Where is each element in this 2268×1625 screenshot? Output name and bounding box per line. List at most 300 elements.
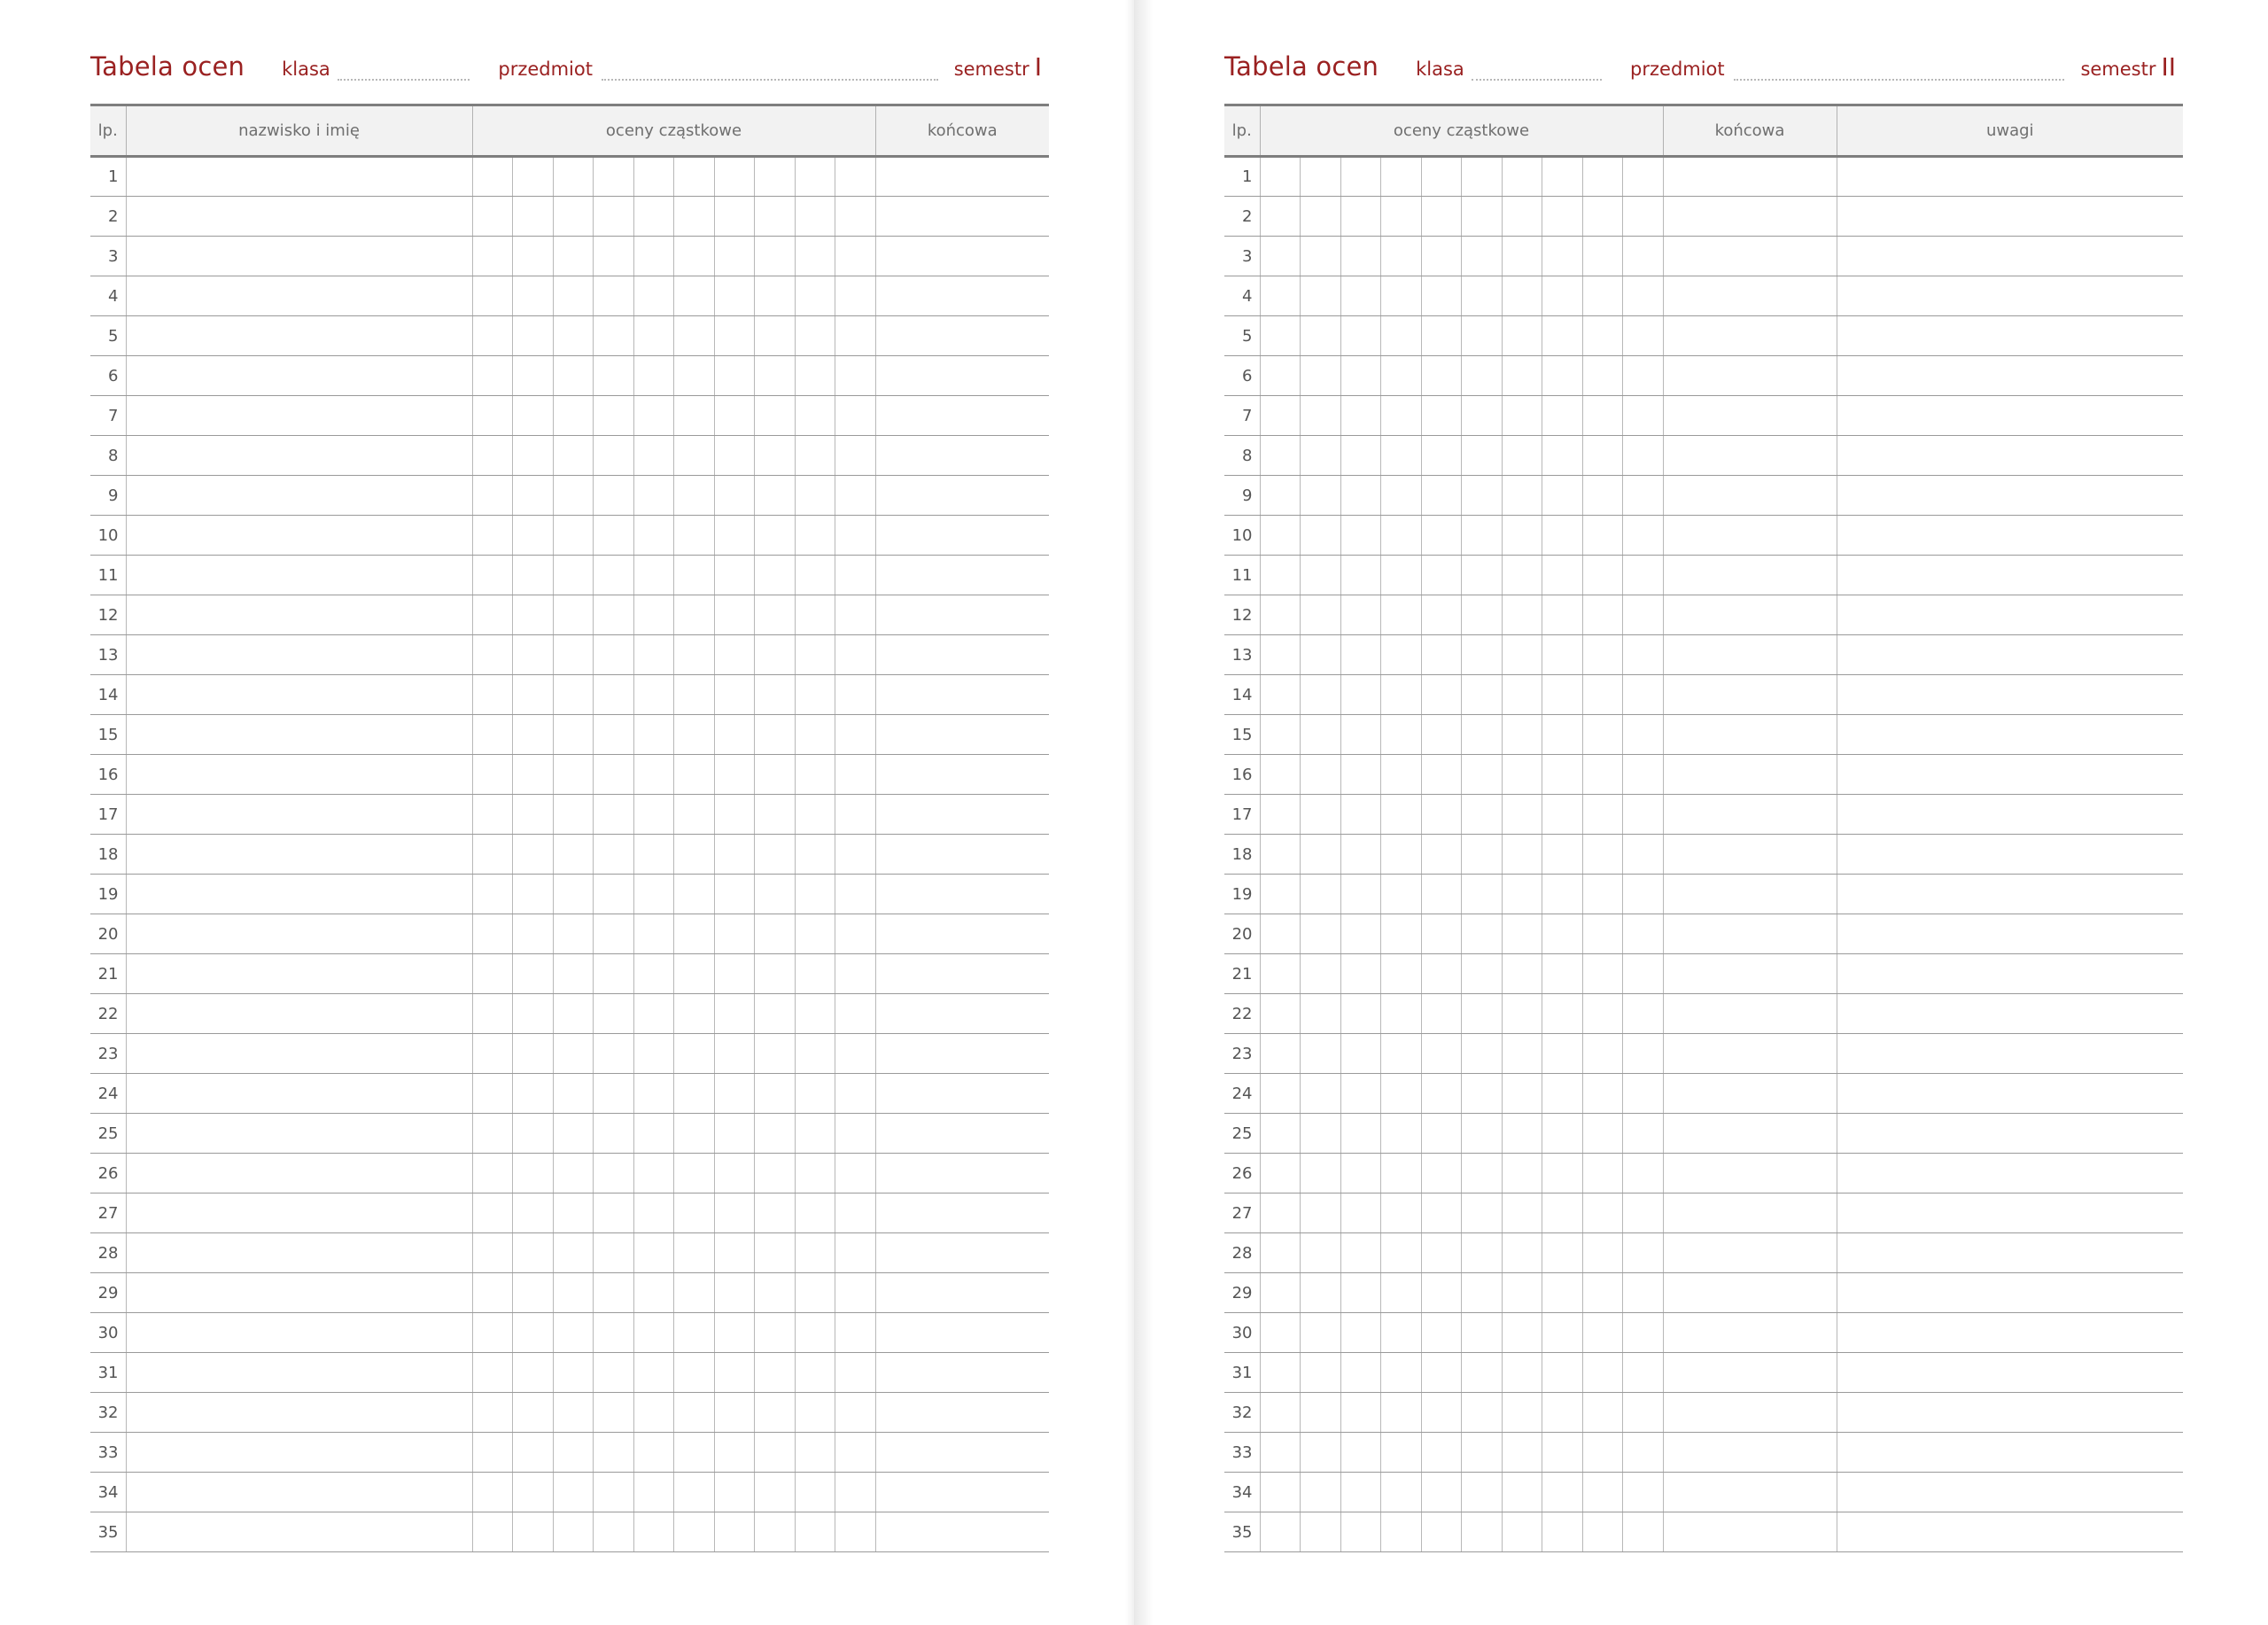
partial-grade-cell[interactable] <box>1582 1273 1623 1313</box>
student-name-cell[interactable] <box>126 635 472 675</box>
partial-grade-cell[interactable] <box>594 715 634 755</box>
final-grade-cell[interactable] <box>875 197 1049 237</box>
notes-cell[interactable] <box>1837 1154 2183 1193</box>
partial-grade-cell[interactable] <box>1340 1034 1381 1074</box>
notes-cell[interactable] <box>1837 356 2183 396</box>
partial-grade-cell[interactable] <box>472 675 513 715</box>
partial-grade-cell[interactable] <box>1381 436 1422 476</box>
partial-grade-cell[interactable] <box>1301 1074 1341 1114</box>
partial-grade-cell[interactable] <box>553 675 594 715</box>
partial-grade-cell[interactable] <box>1542 1154 1583 1193</box>
partial-grade-cell[interactable] <box>553 436 594 476</box>
partial-grade-cell[interactable] <box>1462 1154 1503 1193</box>
partial-grade-cell[interactable] <box>1421 1512 1462 1552</box>
partial-grade-cell[interactable] <box>1421 476 1462 516</box>
partial-grade-cell[interactable] <box>1340 197 1381 237</box>
partial-grade-cell[interactable] <box>594 994 634 1034</box>
partial-grade-cell[interactable] <box>1301 436 1341 476</box>
partial-grade-cell[interactable] <box>674 755 715 795</box>
partial-grade-cell[interactable] <box>714 914 755 954</box>
partial-grade-cell[interactable] <box>1542 1512 1583 1552</box>
final-grade-cell[interactable] <box>875 1034 1049 1074</box>
partial-grade-cell[interactable] <box>795 197 835 237</box>
partial-grade-cell[interactable] <box>1421 715 1462 755</box>
notes-cell[interactable] <box>1837 396 2183 436</box>
partial-grade-cell[interactable] <box>633 1393 674 1433</box>
partial-grade-cell[interactable] <box>1260 795 1301 835</box>
student-name-cell[interactable] <box>126 237 472 276</box>
partial-grade-cell[interactable] <box>674 1353 715 1393</box>
partial-grade-cell[interactable] <box>1462 157 1503 197</box>
partial-grade-cell[interactable] <box>1462 1193 1503 1233</box>
partial-grade-cell[interactable] <box>1301 556 1341 595</box>
partial-grade-cell[interactable] <box>1381 675 1422 715</box>
partial-grade-cell[interactable] <box>1623 1233 1664 1273</box>
partial-grade-cell[interactable] <box>1462 476 1503 516</box>
student-name-cell[interactable] <box>126 595 472 635</box>
partial-grade-cell[interactable] <box>1301 675 1341 715</box>
partial-grade-cell[interactable] <box>755 396 796 436</box>
partial-grade-cell[interactable] <box>1502 1433 1542 1473</box>
partial-grade-cell[interactable] <box>553 1313 594 1353</box>
notes-cell[interactable] <box>1837 197 2183 237</box>
partial-grade-cell[interactable] <box>1301 1433 1341 1473</box>
partial-grade-cell[interactable] <box>835 436 876 476</box>
partial-grade-cell[interactable] <box>553 715 594 755</box>
final-grade-cell[interactable] <box>875 1433 1049 1473</box>
partial-grade-cell[interactable] <box>1623 1074 1664 1114</box>
partial-grade-cell[interactable] <box>1542 1074 1583 1114</box>
partial-grade-cell[interactable] <box>755 875 796 914</box>
partial-grade-cell[interactable] <box>1381 635 1422 675</box>
partial-grade-cell[interactable] <box>513 1393 554 1433</box>
partial-grade-cell[interactable] <box>1542 316 1583 356</box>
partial-grade-cell[interactable] <box>553 1233 594 1273</box>
partial-grade-cell[interactable] <box>795 476 835 516</box>
partial-grade-cell[interactable] <box>1340 1193 1381 1233</box>
partial-grade-cell[interactable] <box>1381 1154 1422 1193</box>
partial-grade-cell[interactable] <box>755 1074 796 1114</box>
partial-grade-cell[interactable] <box>1421 1313 1462 1353</box>
final-grade-cell[interactable] <box>875 516 1049 556</box>
student-name-cell[interactable] <box>126 755 472 795</box>
final-grade-cell[interactable] <box>1663 835 1837 875</box>
partial-grade-cell[interactable] <box>755 1512 796 1552</box>
partial-grade-cell[interactable] <box>513 755 554 795</box>
partial-grade-cell[interactable] <box>1462 715 1503 755</box>
partial-grade-cell[interactable] <box>835 197 876 237</box>
partial-grade-cell[interactable] <box>472 1074 513 1114</box>
partial-grade-cell[interactable] <box>1502 1512 1542 1552</box>
partial-grade-cell[interactable] <box>795 237 835 276</box>
partial-grade-cell[interactable] <box>795 1512 835 1552</box>
partial-grade-cell[interactable] <box>513 595 554 635</box>
notes-cell[interactable] <box>1837 1273 2183 1313</box>
partial-grade-cell[interactable] <box>1542 237 1583 276</box>
partial-grade-cell[interactable] <box>1340 994 1381 1034</box>
partial-grade-cell[interactable] <box>1623 476 1664 516</box>
partial-grade-cell[interactable] <box>1542 675 1583 715</box>
partial-grade-cell[interactable] <box>1421 1393 1462 1433</box>
partial-grade-cell[interactable] <box>513 1074 554 1114</box>
final-grade-cell[interactable] <box>1663 595 1837 635</box>
partial-grade-cell[interactable] <box>674 556 715 595</box>
partial-grade-cell[interactable] <box>1462 1273 1503 1313</box>
partial-grade-cell[interactable] <box>1260 1273 1301 1313</box>
final-grade-cell[interactable] <box>1663 1233 1837 1273</box>
partial-grade-cell[interactable] <box>1582 1074 1623 1114</box>
partial-grade-cell[interactable] <box>755 1473 796 1512</box>
partial-grade-cell[interactable] <box>1260 1393 1301 1433</box>
partial-grade-cell[interactable] <box>472 1114 513 1154</box>
student-name-cell[interactable] <box>126 875 472 914</box>
partial-grade-cell[interactable] <box>1421 197 1462 237</box>
partial-grade-cell[interactable] <box>553 516 594 556</box>
partial-grade-cell[interactable] <box>1381 755 1422 795</box>
partial-grade-cell[interactable] <box>674 795 715 835</box>
partial-grade-cell[interactable] <box>594 795 634 835</box>
partial-grade-cell[interactable] <box>1623 715 1664 755</box>
partial-grade-cell[interactable] <box>513 316 554 356</box>
final-grade-cell[interactable] <box>875 1353 1049 1393</box>
partial-grade-cell[interactable] <box>1542 875 1583 914</box>
partial-grade-cell[interactable] <box>714 1433 755 1473</box>
partial-grade-cell[interactable] <box>1421 755 1462 795</box>
partial-grade-cell[interactable] <box>1340 595 1381 635</box>
partial-grade-cell[interactable] <box>755 595 796 635</box>
partial-grade-cell[interactable] <box>1542 715 1583 755</box>
notes-cell[interactable] <box>1837 556 2183 595</box>
partial-grade-cell[interactable] <box>1582 994 1623 1034</box>
partial-grade-cell[interactable] <box>755 356 796 396</box>
partial-grade-cell[interactable] <box>594 1193 634 1233</box>
partial-grade-cell[interactable] <box>594 675 634 715</box>
partial-grade-cell[interactable] <box>553 556 594 595</box>
student-name-cell[interactable] <box>126 1074 472 1114</box>
partial-grade-cell[interactable] <box>1260 316 1301 356</box>
partial-grade-cell[interactable] <box>1462 795 1503 835</box>
partial-grade-cell[interactable] <box>714 316 755 356</box>
partial-grade-cell[interactable] <box>674 994 715 1034</box>
final-grade-cell[interactable] <box>1663 436 1837 476</box>
partial-grade-cell[interactable] <box>1381 1473 1422 1512</box>
partial-grade-cell[interactable] <box>835 1433 876 1473</box>
partial-grade-cell[interactable] <box>1542 556 1583 595</box>
partial-grade-cell[interactable] <box>714 1393 755 1433</box>
partial-grade-cell[interactable] <box>1301 1154 1341 1193</box>
partial-grade-cell[interactable] <box>1301 1473 1341 1512</box>
partial-grade-cell[interactable] <box>714 1193 755 1233</box>
partial-grade-cell[interactable] <box>1502 914 1542 954</box>
partial-grade-cell[interactable] <box>795 1273 835 1313</box>
partial-grade-cell[interactable] <box>674 954 715 994</box>
partial-grade-cell[interactable] <box>1381 276 1422 316</box>
partial-grade-cell[interactable] <box>472 595 513 635</box>
final-grade-cell[interactable] <box>875 396 1049 436</box>
partial-grade-cell[interactable] <box>714 954 755 994</box>
partial-grade-cell[interactable] <box>795 1154 835 1193</box>
partial-grade-cell[interactable] <box>755 1154 796 1193</box>
partial-grade-cell[interactable] <box>1542 1353 1583 1393</box>
partial-grade-cell[interactable] <box>674 356 715 396</box>
final-grade-cell[interactable] <box>875 1193 1049 1233</box>
partial-grade-cell[interactable] <box>1381 1512 1422 1552</box>
partial-grade-cell[interactable] <box>1623 1512 1664 1552</box>
partial-grade-cell[interactable] <box>513 1473 554 1512</box>
partial-grade-cell[interactable] <box>553 1353 594 1393</box>
student-name-cell[interactable] <box>126 316 472 356</box>
partial-grade-cell[interactable] <box>633 476 674 516</box>
partial-grade-cell[interactable] <box>1340 1433 1381 1473</box>
partial-grade-cell[interactable] <box>594 1074 634 1114</box>
partial-grade-cell[interactable] <box>472 1313 513 1353</box>
partial-grade-cell[interactable] <box>553 316 594 356</box>
partial-grade-cell[interactable] <box>594 1512 634 1552</box>
partial-grade-cell[interactable] <box>594 436 634 476</box>
partial-grade-cell[interactable] <box>553 356 594 396</box>
przedmiot-field[interactable] <box>1734 79 2065 81</box>
partial-grade-cell[interactable] <box>795 914 835 954</box>
partial-grade-cell[interactable] <box>674 1034 715 1074</box>
notes-cell[interactable] <box>1837 316 2183 356</box>
partial-grade-cell[interactable] <box>1260 1233 1301 1273</box>
partial-grade-cell[interactable] <box>1542 197 1583 237</box>
final-grade-cell[interactable] <box>1663 1473 1837 1512</box>
partial-grade-cell[interactable] <box>1623 835 1664 875</box>
partial-grade-cell[interactable] <box>795 835 835 875</box>
partial-grade-cell[interactable] <box>594 1154 634 1193</box>
final-grade-cell[interactable] <box>1663 1433 1837 1473</box>
partial-grade-cell[interactable] <box>1623 516 1664 556</box>
partial-grade-cell[interactable] <box>755 1273 796 1313</box>
partial-grade-cell[interactable] <box>674 1233 715 1273</box>
partial-grade-cell[interactable] <box>1301 1393 1341 1433</box>
partial-grade-cell[interactable] <box>1462 595 1503 635</box>
partial-grade-cell[interactable] <box>472 954 513 994</box>
partial-grade-cell[interactable] <box>1542 994 1583 1034</box>
partial-grade-cell[interactable] <box>674 875 715 914</box>
partial-grade-cell[interactable] <box>1582 715 1623 755</box>
partial-grade-cell[interactable] <box>1462 436 1503 476</box>
partial-grade-cell[interactable] <box>714 875 755 914</box>
partial-grade-cell[interactable] <box>513 516 554 556</box>
partial-grade-cell[interactable] <box>1260 875 1301 914</box>
partial-grade-cell[interactable] <box>835 1193 876 1233</box>
partial-grade-cell[interactable] <box>594 276 634 316</box>
partial-grade-cell[interactable] <box>513 396 554 436</box>
partial-grade-cell[interactable] <box>755 1393 796 1433</box>
partial-grade-cell[interactable] <box>1421 1233 1462 1273</box>
partial-grade-cell[interactable] <box>835 1034 876 1074</box>
student-name-cell[interactable] <box>126 436 472 476</box>
final-grade-cell[interactable] <box>875 1074 1049 1114</box>
student-name-cell[interactable] <box>126 994 472 1034</box>
partial-grade-cell[interactable] <box>714 237 755 276</box>
partial-grade-cell[interactable] <box>835 1393 876 1433</box>
partial-grade-cell[interactable] <box>594 1114 634 1154</box>
partial-grade-cell[interactable] <box>594 635 634 675</box>
partial-grade-cell[interactable] <box>1381 1273 1422 1313</box>
partial-grade-cell[interactable] <box>1582 1193 1623 1233</box>
student-name-cell[interactable] <box>126 1353 472 1393</box>
partial-grade-cell[interactable] <box>714 1512 755 1552</box>
partial-grade-cell[interactable] <box>1340 635 1381 675</box>
partial-grade-cell[interactable] <box>513 795 554 835</box>
partial-grade-cell[interactable] <box>633 1353 674 1393</box>
partial-grade-cell[interactable] <box>835 1233 876 1273</box>
partial-grade-cell[interactable] <box>553 875 594 914</box>
final-grade-cell[interactable] <box>875 1273 1049 1313</box>
partial-grade-cell[interactable] <box>835 1114 876 1154</box>
partial-grade-cell[interactable] <box>1502 795 1542 835</box>
final-grade-cell[interactable] <box>1663 1114 1837 1154</box>
partial-grade-cell[interactable] <box>714 516 755 556</box>
partial-grade-cell[interactable] <box>795 1193 835 1233</box>
partial-grade-cell[interactable] <box>1623 396 1664 436</box>
partial-grade-cell[interactable] <box>1260 276 1301 316</box>
partial-grade-cell[interactable] <box>714 157 755 197</box>
partial-grade-cell[interactable] <box>1542 396 1583 436</box>
partial-grade-cell[interactable] <box>513 476 554 516</box>
partial-grade-cell[interactable] <box>1260 1473 1301 1512</box>
partial-grade-cell[interactable] <box>755 1114 796 1154</box>
partial-grade-cell[interactable] <box>1542 1313 1583 1353</box>
partial-grade-cell[interactable] <box>633 556 674 595</box>
partial-grade-cell[interactable] <box>755 914 796 954</box>
partial-grade-cell[interactable] <box>1582 875 1623 914</box>
notes-cell[interactable] <box>1837 1433 2183 1473</box>
final-grade-cell[interactable] <box>1663 1313 1837 1353</box>
partial-grade-cell[interactable] <box>1542 914 1583 954</box>
partial-grade-cell[interactable] <box>714 436 755 476</box>
partial-grade-cell[interactable] <box>553 994 594 1034</box>
partial-grade-cell[interactable] <box>1301 1114 1341 1154</box>
partial-grade-cell[interactable] <box>1542 157 1583 197</box>
partial-grade-cell[interactable] <box>1301 516 1341 556</box>
partial-grade-cell[interactable] <box>755 835 796 875</box>
partial-grade-cell[interactable] <box>633 356 674 396</box>
partial-grade-cell[interactable] <box>1582 635 1623 675</box>
partial-grade-cell[interactable] <box>1421 914 1462 954</box>
student-name-cell[interactable] <box>126 1034 472 1074</box>
final-grade-cell[interactable] <box>1663 316 1837 356</box>
partial-grade-cell[interactable] <box>1421 835 1462 875</box>
partial-grade-cell[interactable] <box>1421 675 1462 715</box>
partial-grade-cell[interactable] <box>1340 835 1381 875</box>
partial-grade-cell[interactable] <box>714 675 755 715</box>
partial-grade-cell[interactable] <box>795 795 835 835</box>
partial-grade-cell[interactable] <box>553 755 594 795</box>
partial-grade-cell[interactable] <box>1340 356 1381 396</box>
partial-grade-cell[interactable] <box>1260 914 1301 954</box>
partial-grade-cell[interactable] <box>1381 954 1422 994</box>
notes-cell[interactable] <box>1837 516 2183 556</box>
notes-cell[interactable] <box>1837 994 2183 1034</box>
student-name-cell[interactable] <box>126 1473 472 1512</box>
partial-grade-cell[interactable] <box>633 595 674 635</box>
partial-grade-cell[interactable] <box>674 476 715 516</box>
partial-grade-cell[interactable] <box>1502 556 1542 595</box>
partial-grade-cell[interactable] <box>472 715 513 755</box>
final-grade-cell[interactable] <box>1663 914 1837 954</box>
partial-grade-cell[interactable] <box>1623 795 1664 835</box>
notes-cell[interactable] <box>1837 675 2183 715</box>
partial-grade-cell[interactable] <box>674 914 715 954</box>
partial-grade-cell[interactable] <box>513 276 554 316</box>
partial-grade-cell[interactable] <box>795 994 835 1034</box>
partial-grade-cell[interactable] <box>513 835 554 875</box>
partial-grade-cell[interactable] <box>1582 954 1623 994</box>
partial-grade-cell[interactable] <box>1623 1433 1664 1473</box>
partial-grade-cell[interactable] <box>1260 157 1301 197</box>
final-grade-cell[interactable] <box>875 595 1049 635</box>
partial-grade-cell[interactable] <box>1301 835 1341 875</box>
partial-grade-cell[interactable] <box>714 1034 755 1074</box>
notes-cell[interactable] <box>1837 635 2183 675</box>
final-grade-cell[interactable] <box>1663 516 1837 556</box>
partial-grade-cell[interactable] <box>755 237 796 276</box>
partial-grade-cell[interactable] <box>1623 875 1664 914</box>
partial-grade-cell[interactable] <box>755 954 796 994</box>
partial-grade-cell[interactable] <box>1462 1233 1503 1273</box>
partial-grade-cell[interactable] <box>1421 875 1462 914</box>
partial-grade-cell[interactable] <box>594 516 634 556</box>
student-name-cell[interactable] <box>126 516 472 556</box>
partial-grade-cell[interactable] <box>714 835 755 875</box>
partial-grade-cell[interactable] <box>553 595 594 635</box>
partial-grade-cell[interactable] <box>1502 715 1542 755</box>
partial-grade-cell[interactable] <box>1381 157 1422 197</box>
partial-grade-cell[interactable] <box>1340 1473 1381 1512</box>
partial-grade-cell[interactable] <box>755 1034 796 1074</box>
partial-grade-cell[interactable] <box>795 556 835 595</box>
partial-grade-cell[interactable] <box>795 1433 835 1473</box>
partial-grade-cell[interactable] <box>1340 1313 1381 1353</box>
partial-grade-cell[interactable] <box>1381 715 1422 755</box>
partial-grade-cell[interactable] <box>1623 197 1664 237</box>
partial-grade-cell[interactable] <box>755 316 796 356</box>
partial-grade-cell[interactable] <box>594 875 634 914</box>
partial-grade-cell[interactable] <box>755 675 796 715</box>
partial-grade-cell[interactable] <box>1502 1034 1542 1074</box>
partial-grade-cell[interactable] <box>633 675 674 715</box>
partial-grade-cell[interactable] <box>1340 157 1381 197</box>
partial-grade-cell[interactable] <box>472 396 513 436</box>
partial-grade-cell[interactable] <box>1381 476 1422 516</box>
final-grade-cell[interactable] <box>1663 875 1837 914</box>
partial-grade-cell[interactable] <box>633 994 674 1034</box>
partial-grade-cell[interactable] <box>1260 715 1301 755</box>
partial-grade-cell[interactable] <box>1582 1313 1623 1353</box>
partial-grade-cell[interactable] <box>472 1233 513 1273</box>
partial-grade-cell[interactable] <box>795 1313 835 1353</box>
notes-cell[interactable] <box>1837 1193 2183 1233</box>
partial-grade-cell[interactable] <box>1421 396 1462 436</box>
partial-grade-cell[interactable] <box>835 875 876 914</box>
partial-grade-cell[interactable] <box>1582 157 1623 197</box>
partial-grade-cell[interactable] <box>755 715 796 755</box>
partial-grade-cell[interactable] <box>633 516 674 556</box>
partial-grade-cell[interactable] <box>1421 1473 1462 1512</box>
partial-grade-cell[interactable] <box>1301 276 1341 316</box>
partial-grade-cell[interactable] <box>513 994 554 1034</box>
partial-grade-cell[interactable] <box>1381 595 1422 635</box>
final-grade-cell[interactable] <box>875 715 1049 755</box>
partial-grade-cell[interactable] <box>1340 914 1381 954</box>
notes-cell[interactable] <box>1837 954 2183 994</box>
partial-grade-cell[interactable] <box>835 356 876 396</box>
partial-grade-cell[interactable] <box>472 835 513 875</box>
